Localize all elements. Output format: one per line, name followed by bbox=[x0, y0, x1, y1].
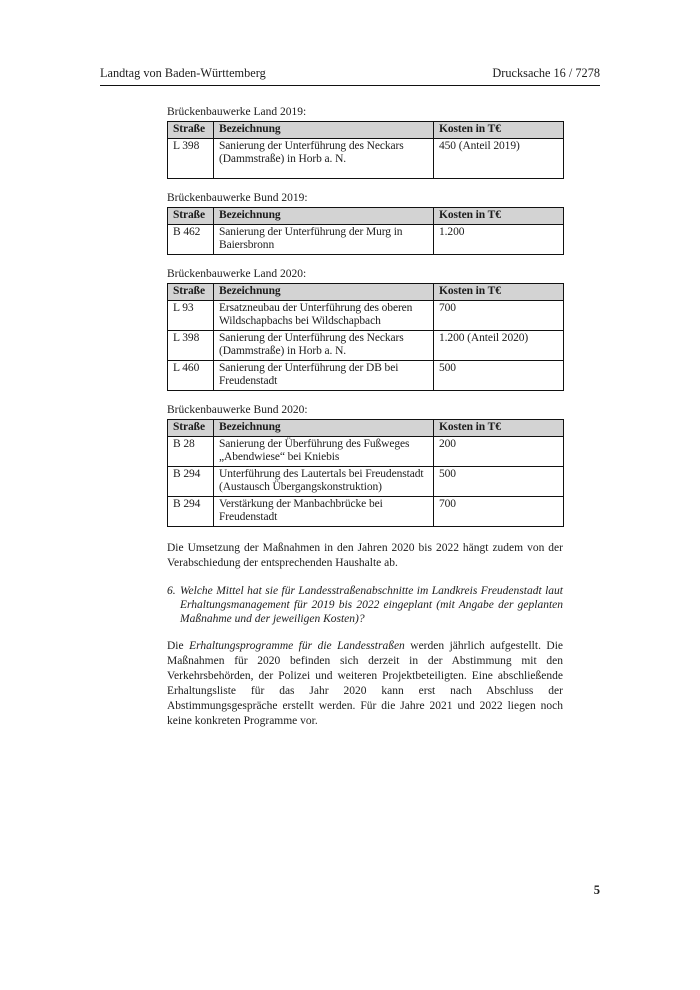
column-header-kosten: Kosten in T€ bbox=[434, 208, 564, 225]
cell-strasse: B 294 bbox=[168, 467, 214, 497]
table-row bbox=[168, 497, 564, 527]
answer-rest: werden jährlich aufgestellt. Die Maßnahmen für 2020 befinden sich derzeit in der Abstimmung mit den Verkehrsbehörden, der Polizei und weiteren Projektbeteiligten. Eine abschließende Erhaltungsliste für das Jahr 2020 kann erst nach Abschluss der Abstimmungsgespräche erstellt werden. Für die Jahre 2021 und 2022 liegen noch keine konkreten Programme vor. bbox=[167, 640, 564, 727]
cell-bezeichnung: Sanierung der Unterführung des Neckars (Dammstraße) in Horb a. N. bbox=[214, 331, 434, 361]
bridge-table-land-2020 bbox=[167, 283, 564, 391]
cell-strasse: L 398 bbox=[168, 331, 214, 361]
table-title: Brückenbauwerke Bund 2019: bbox=[167, 192, 308, 204]
table-row bbox=[168, 331, 564, 361]
cell-strasse: B 294 bbox=[168, 497, 214, 527]
column-header-kosten: Kosten in T€ bbox=[434, 420, 564, 437]
header-document-number: Drucksache 16 / 7278 bbox=[492, 66, 600, 80]
cell-kosten: 1.200 (Anteil 2020) bbox=[434, 331, 564, 361]
table-row bbox=[168, 225, 564, 255]
column-header-bezeichnung: Bezeichnung bbox=[214, 420, 434, 437]
column-header-bezeichnung: Bezeichnung bbox=[214, 122, 434, 139]
bridge-section-bund-2020 bbox=[167, 403, 563, 527]
question-number: 6. bbox=[167, 585, 176, 597]
cell-strasse: B 28 bbox=[168, 437, 214, 467]
cell-kosten: 500 bbox=[434, 467, 564, 497]
cell-bezeichnung: Unterführung des Lautertals bei Freudenstadt (Austausch Übergangskonstruktion) bbox=[214, 467, 434, 497]
table-row bbox=[168, 139, 564, 179]
cell-bezeichnung: Sanierung der Überführung des Fußweges „Abendwiese“ bei Kniebis bbox=[214, 437, 434, 467]
cell-kosten: 1.200 bbox=[434, 225, 564, 255]
cell-kosten: 450 (Anteil 2019) bbox=[434, 139, 564, 179]
column-header-strasse: Straße bbox=[168, 420, 214, 437]
cell-kosten: 700 bbox=[434, 301, 564, 331]
answer-paragraph bbox=[167, 639, 563, 729]
table-row bbox=[168, 437, 564, 467]
cell-bezeichnung: Ersatzneubau der Unterführung des oberen Wildschapbachs bei Wildschapbach bbox=[214, 301, 434, 331]
cell-kosten: 500 bbox=[434, 361, 564, 391]
column-header-bezeichnung: Bezeichnung bbox=[214, 284, 434, 301]
bridge-table-land-2019 bbox=[167, 121, 564, 179]
table-header-row bbox=[168, 284, 564, 301]
column-header-kosten: Kosten in T€ bbox=[434, 122, 564, 139]
answer-prefix: Die bbox=[167, 640, 190, 652]
question-text: Welche Mittel hat sie für Landesstraßenabschnitte im Landkreis Freudenstadt laut Erhaltungsmanagement für 2019 bis 2022 eingeplant (mit Angabe der geplanten Maßnahme und der jeweiligen Kosten)? bbox=[180, 585, 563, 625]
table-title: Brückenbauwerke Bund 2020: bbox=[167, 404, 308, 416]
table-header-row bbox=[168, 208, 564, 225]
cell-bezeichnung: Sanierung der Unterführung der DB bei Freudenstadt bbox=[214, 361, 434, 391]
header-institution: Landtag von Baden-Württemberg bbox=[100, 66, 266, 80]
column-header-bezeichnung: Bezeichnung bbox=[214, 208, 434, 225]
column-header-strasse: Straße bbox=[168, 284, 214, 301]
bridge-table-bund-2020 bbox=[167, 419, 564, 527]
page-number: 5 bbox=[593, 883, 600, 897]
cell-bezeichnung: Verstärkung der Manbachbrücke bei Freudenstadt bbox=[214, 497, 434, 527]
document-header bbox=[100, 66, 600, 86]
table-header-row bbox=[168, 122, 564, 139]
bridge-section-bund-2019 bbox=[167, 191, 563, 255]
cell-strasse: B 462 bbox=[168, 225, 214, 255]
table-row bbox=[168, 467, 564, 497]
cell-strasse: L 93 bbox=[168, 301, 214, 331]
cell-strasse: L 398 bbox=[168, 139, 214, 179]
table-title: Brückenbauwerke Land 2020: bbox=[167, 268, 307, 280]
cell-bezeichnung: Sanierung der Unterführung des Neckars (Dammstraße) in Horb a. N. bbox=[214, 139, 434, 179]
table-row bbox=[168, 301, 564, 331]
cell-bezeichnung: Sanierung der Unterführung der Murg in Baiersbronn bbox=[214, 225, 434, 255]
column-header-strasse: Straße bbox=[168, 208, 214, 225]
cell-kosten: 200 bbox=[434, 437, 564, 467]
table-row bbox=[168, 361, 564, 391]
bridge-section-land-2020 bbox=[167, 267, 563, 391]
question-6 bbox=[167, 584, 563, 626]
column-header-strasse: Straße bbox=[168, 122, 214, 139]
cell-strasse: L 460 bbox=[168, 361, 214, 391]
table-title: Brückenbauwerke Land 2019: bbox=[167, 106, 307, 118]
implementation-note-paragraph: Die Umsetzung der Maßnahmen in den Jahren 2020 bis 2022 hängt zudem von der Verabschiedung der entsprechenden Haushalte ab. bbox=[167, 542, 563, 569]
column-header-kosten: Kosten in T€ bbox=[434, 284, 564, 301]
bridge-section-land-2019 bbox=[167, 105, 563, 179]
answer-italic-segment: Erhaltungsprogramme für die Landesstraßen bbox=[189, 640, 405, 652]
table-header-row bbox=[168, 420, 564, 437]
cell-kosten: 700 bbox=[434, 497, 564, 527]
bridge-table-bund-2019 bbox=[167, 207, 564, 255]
document-content bbox=[167, 105, 563, 742]
